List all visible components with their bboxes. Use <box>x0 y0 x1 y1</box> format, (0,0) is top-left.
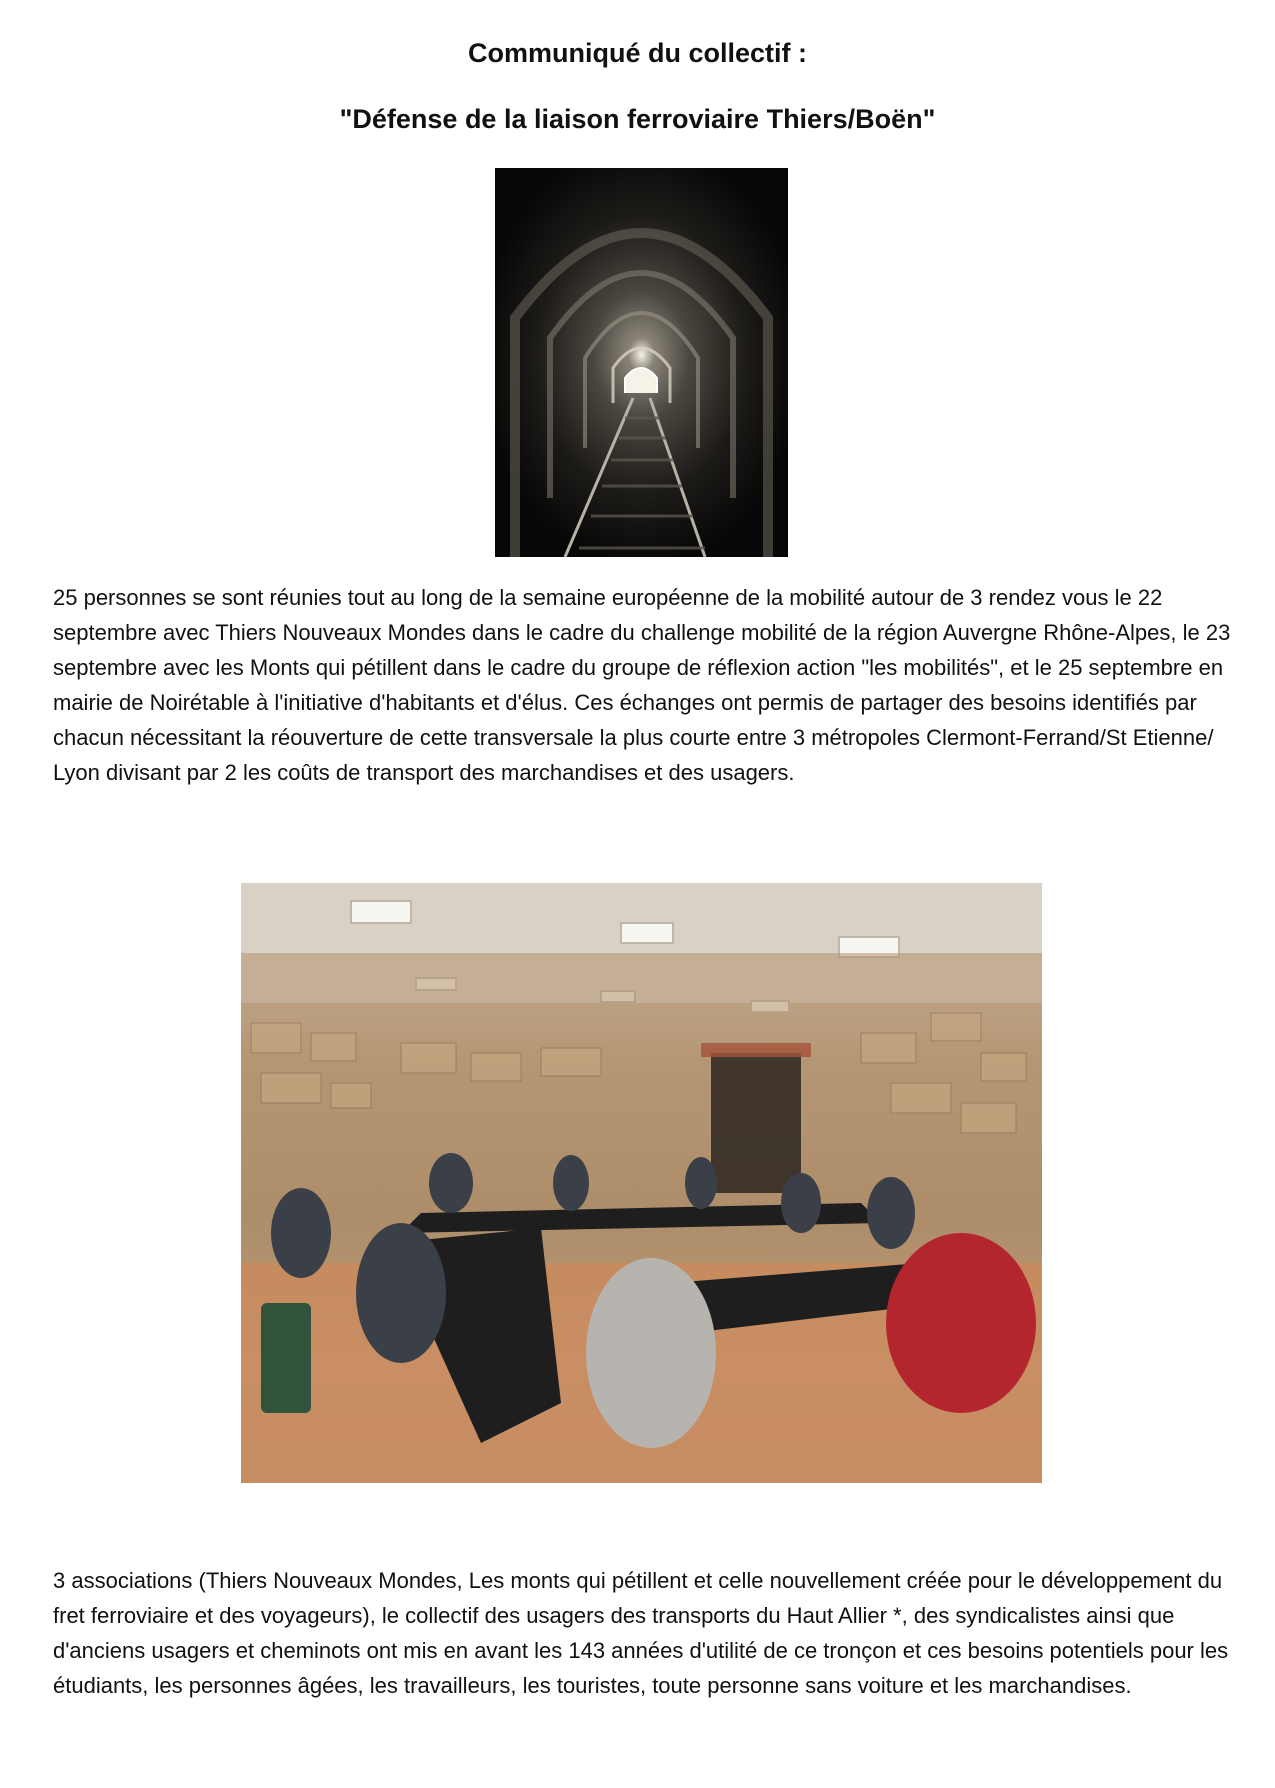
meeting-photo <box>241 883 1042 1483</box>
meeting-illustration <box>241 883 1042 1483</box>
page-title: Communiqué du collectif : <box>467 38 807 68</box>
page-subtitle: "Défense de la liaison ferroviaire Thiers/Boën" <box>339 104 936 134</box>
paragraph-associations: 3 associations (Thiers Nouveaux Mondes, Les monts qui pétillent et celle nouvellement créée pour le développement du fret ferroviaire et des voyageurs), le collectif des usagers des transports du Haut Allier *, des syndicalistes ainsi que d'anciens usagers et cheminots ont mis en avant les 143 années d'utilité de ce tronçon et ces besoins potentiels pour les étudiants, les personnes âgées, les travailleurs, les touristes, toute personne sans voiture et les marchandises. <box>53 1568 1229 1698</box>
tunnel-illustration <box>495 168 788 557</box>
tunnel-photo <box>495 168 788 557</box>
paragraph-meetings: 25 personnes se sont réunies tout au long de la semaine européenne de la mobilité autour de 3 rendez vous le 22 septembre avec Thiers Nouveaux Mondes dans le cadre du challenge mobilité de la région Auvergne Rhône-Alpes, le 23 septembre avec les Monts qui pétillent dans le cadre du groupe de réflexion action "les mobilités", et le 25 septembre en mairie de Noirétable à l'initiative d'habitants et d'élus. Ces échanges ont permis de partager des besoins identifiés par chacun nécessitant la réouverture de cette transversale la plus courte entre 3 métropoles Clermont-Ferrand/St Etienne/ Lyon divisant par 2 les coûts de transport des marchandises et des usagers. <box>53 585 1231 785</box>
